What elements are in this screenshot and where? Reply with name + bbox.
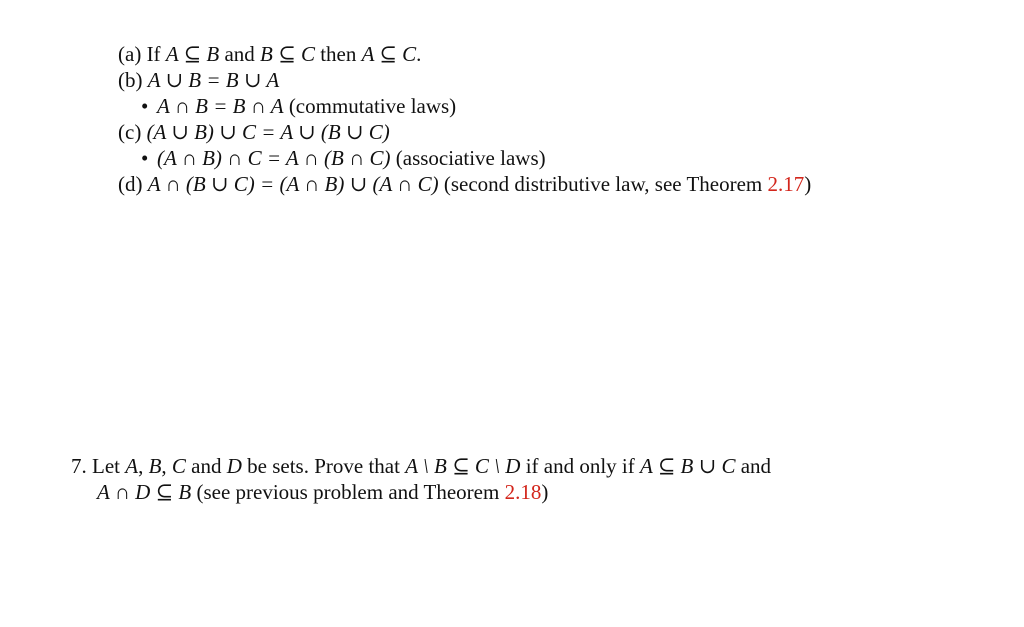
theorem-link[interactable]: 2.18 — [504, 480, 542, 504]
theorem-link[interactable]: 2.17 — [767, 172, 805, 196]
item-c-second: • (A ∩ B) ∩ C = A ∩ (B ∩ C) (associative laws) — [141, 146, 546, 170]
item-label: (c) — [118, 120, 142, 144]
item-b-second: • A ∩ B = B ∩ A (commutative laws) — [141, 94, 457, 118]
bullet: • — [141, 94, 149, 118]
problem-7-line-1: 7. Let A, B, C and D be sets. Prove that A \ B ⊆ C \ D if and only if A ⊆ B ∪ C and — [71, 454, 772, 478]
problem-7-line-2: A ∩ D ⊆ B (see previous problem and Theorem 2.18) — [97, 480, 549, 504]
item-label: (b) — [118, 68, 143, 92]
item-label: (d) — [118, 172, 143, 196]
item-a: (a) If A ⊆ B and B ⊆ C then A ⊆ C. — [118, 42, 422, 66]
item-b: (b) A ∪ B = B ∪ A — [118, 68, 280, 92]
item-d: (d) A ∩ (B ∪ C) = (A ∩ B) ∪ (A ∩ C) (second distributive law, see Theorem 2.17) — [118, 172, 812, 196]
item-label: (a) — [118, 42, 142, 66]
item-c: (c) (A ∪ B) ∪ C = A ∪ (B ∪ C) — [118, 120, 390, 144]
problem-number: 7. — [71, 454, 87, 478]
bullet: • — [141, 146, 149, 170]
